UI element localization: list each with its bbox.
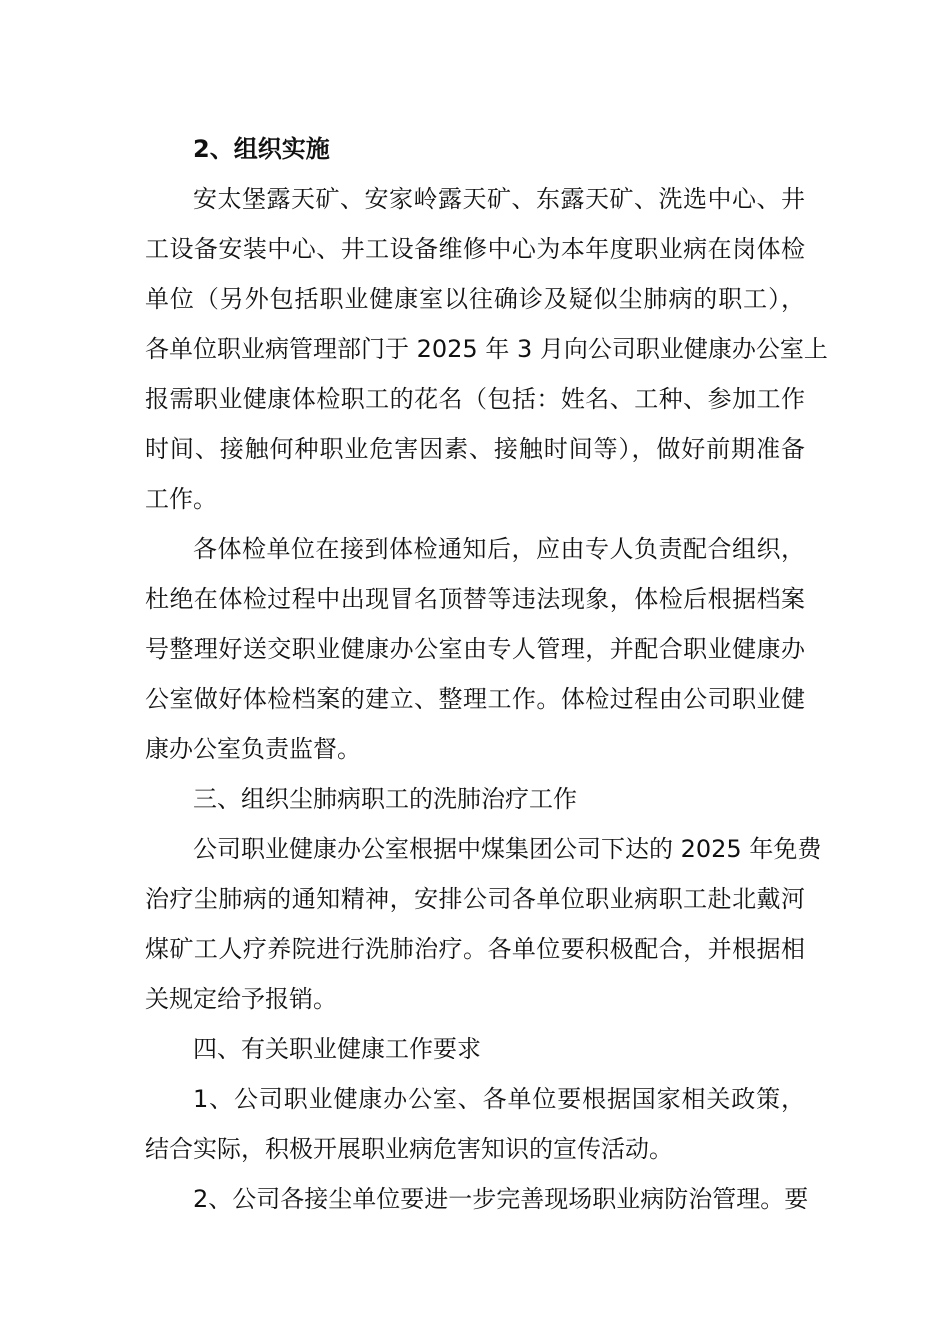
section-3-title: 三、组织尘肺病职工的洗肺治疗工作 [193, 785, 577, 813]
paragraph-2-line-3: 号整理好送交职业健康办公室由专人管理，并配合职业健康办 [145, 635, 805, 663]
paragraph-2-line-2: 杜绝在体检过程中出现冒名顶替等违法现象，体检后根据档案 [145, 585, 805, 613]
paragraph-3-line-1: 公司职业健康办公室根据中煤集团公司下达的 2025 年免费 [193, 835, 822, 863]
paragraph-1-line-5: 报需职业健康体检职工的花名（包括：姓名、工种、参加工作 [145, 385, 805, 413]
section-4-title: 四、有关职业健康工作要求 [193, 1035, 481, 1063]
paragraph-4-line-1: 1、公司职业健康办公室、各单位要根据国家相关政策， [193, 1085, 805, 1113]
paragraph-1-line-7: 工作。 [145, 485, 217, 513]
paragraph-2-line-1: 各体检单位在接到体检通知后，应由专人负责配合组织， [193, 535, 805, 563]
paragraph-3-line-2: 治疗尘肺病的通知精神，安排公司各单位职业病职工赴北戴河 [145, 885, 805, 913]
paragraph-3-line-4: 关规定给予报销。 [145, 985, 337, 1013]
paragraph-1-line-3: 单位（另外包括职业健康室以往确诊及疑似尘肺病的职工）， [145, 285, 805, 313]
section-2-title: 2、组织实施 [193, 135, 330, 163]
paragraph-1-line-6: 时间、接触何种职业危害因素、接触时间等），做好前期准备 [145, 435, 805, 463]
paragraph-4-line-2: 结合实际，积极开展职业病危害知识的宣传活动。 [145, 1135, 673, 1163]
paragraph-2-line-4: 公室做好体检档案的建立、整理工作。体检过程由公司职业健 [145, 685, 805, 713]
paragraph-1-line-4: 各单位职业病管理部门于 2025 年 3 月向公司职业健康办公室上 [145, 335, 828, 363]
paragraph-5-line-1: 2、公司各接尘单位要进一步完善现场职业病防治管理。要 [193, 1185, 809, 1213]
paragraph-2-line-5: 康办公室负责监督。 [145, 735, 361, 763]
paragraph-1-line-1: 安太堡露天矿、安家岭露天矿、东露天矿、洗选中心、井 [193, 185, 805, 213]
paragraph-3-line-3: 煤矿工人疗养院进行洗肺治疗。各单位要积极配合，并根据相 [145, 935, 805, 963]
paragraph-1-line-2: 工设备安装中心、井工设备维修中心为本年度职业病在岗体检 [145, 235, 805, 263]
